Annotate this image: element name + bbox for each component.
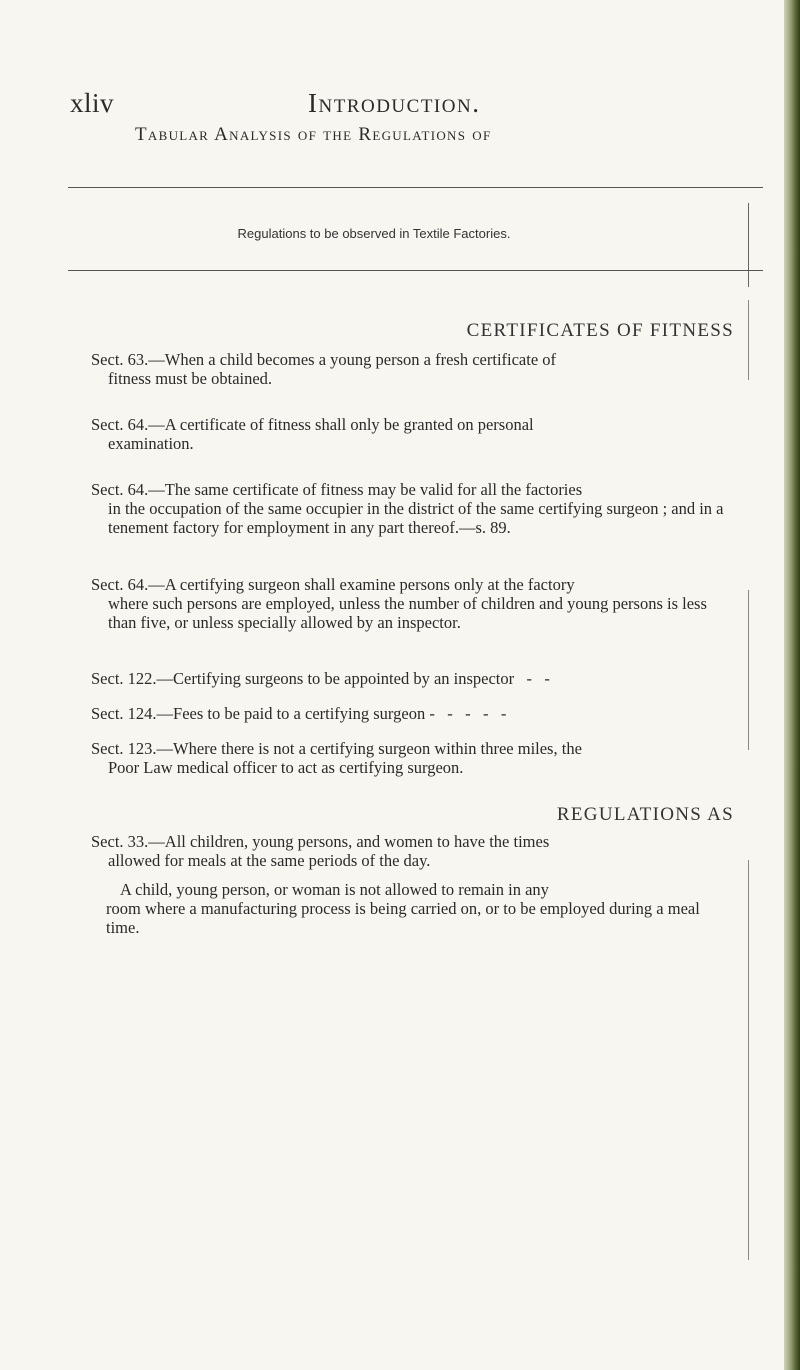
paragraph bbox=[91, 704, 736, 723]
paragraph bbox=[91, 415, 736, 453]
table-header-rule bbox=[68, 270, 763, 271]
dot-leader: - - bbox=[514, 669, 550, 688]
page-edge bbox=[784, 0, 800, 1370]
paragraph-rest: room where a manufacturing process is being carried on, or to be employed during a meal time. bbox=[106, 899, 700, 937]
paragraph-first-line: A child, young person, or woman is not allowed to remain in any bbox=[120, 880, 549, 899]
paragraph-first-line: Sect. 122.—Certifying surgeons to be appointed by an inspector bbox=[91, 669, 515, 688]
paragraph bbox=[91, 350, 736, 388]
column-header: Regulations to be observed in Textile Factories. bbox=[237, 226, 511, 241]
paragraph bbox=[91, 739, 736, 777]
paragraph-first-line: Sect. 124.—Fees to be paid to a certifying surgeon bbox=[91, 704, 426, 723]
paragraph-rest: examination. bbox=[108, 434, 194, 453]
column-rule bbox=[748, 860, 749, 1260]
section-heading: REGULATIONS AS bbox=[556, 804, 734, 825]
column-rule bbox=[748, 590, 749, 750]
paragraph-first-line: Sect. 63.—When a child becomes a young person a fresh certificate of bbox=[91, 350, 557, 369]
table-title: Tabular Analysis of the Regulations of bbox=[135, 124, 492, 145]
paragraph bbox=[91, 575, 736, 632]
paragraph-first-line: Sect. 123.—Where there is not a certifying surgeon within three miles, the bbox=[91, 739, 582, 758]
paragraph-rest: fitness must be obtained. bbox=[108, 369, 273, 388]
paragraph-rest: where such persons are employed, unless the number of children and young persons is less than five, or unless specially allowed by an inspector. bbox=[108, 594, 707, 632]
page-number: xliv bbox=[70, 88, 115, 118]
paragraph bbox=[91, 480, 736, 537]
paragraph bbox=[106, 880, 736, 937]
column-rule bbox=[748, 300, 749, 380]
paragraph-rest: in the occupation of the same occupier in the district of the same certifying surgeon ; and in a tenement factory for employment in any part thereof.—s. 89. bbox=[108, 499, 724, 537]
column-divider bbox=[748, 203, 749, 287]
paragraph bbox=[91, 669, 736, 688]
dot-leader: - - - - - bbox=[425, 704, 507, 723]
paragraph-first-line: Sect. 64.—The same certificate of fitness may be valid for all the factories bbox=[91, 480, 583, 499]
paragraph-first-line: Sect. 64.—A certificate of fitness shall only be granted on personal bbox=[91, 415, 534, 434]
paragraph-rest: allowed for meals at the same periods of the day. bbox=[108, 851, 431, 870]
section-heading: CERTIFICATES OF FITNESS bbox=[466, 320, 734, 341]
paragraph bbox=[91, 832, 736, 870]
paragraph-first-line: Sect. 33.—All children, young persons, and women to have the times bbox=[91, 832, 550, 851]
paragraph-rest: Poor Law medical officer to act as certifying surgeon. bbox=[108, 758, 464, 777]
running-head: Introduction. bbox=[308, 88, 481, 118]
table-top-rule bbox=[68, 187, 763, 188]
paragraph-first-line: Sect. 64.—A certifying surgeon shall examine persons only at the factory bbox=[91, 575, 575, 594]
